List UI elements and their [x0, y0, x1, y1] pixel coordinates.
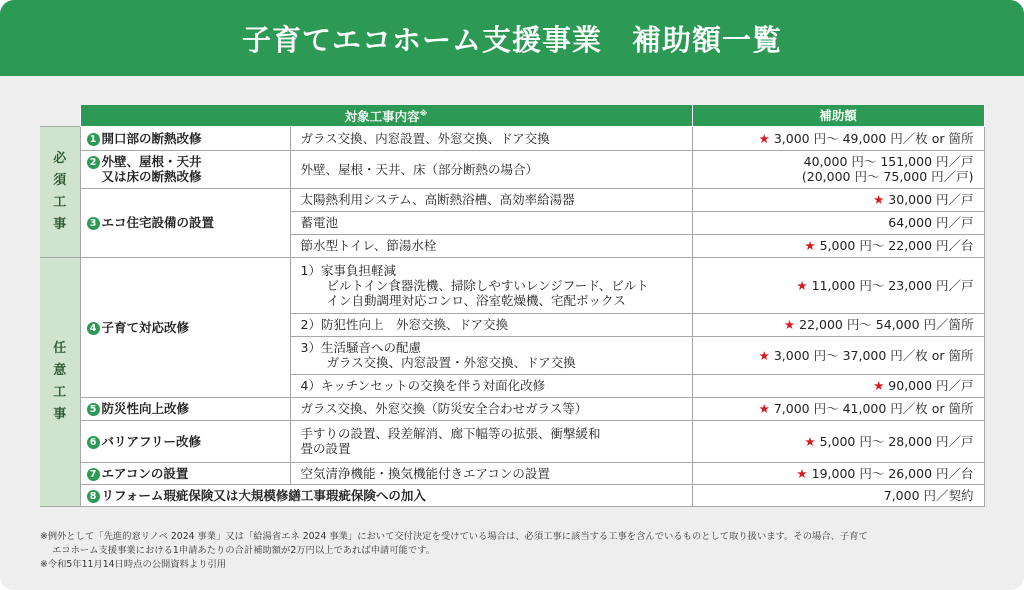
number-badge: 6: [87, 436, 100, 449]
number-badge: 3: [87, 217, 100, 230]
amount-cell: ★ 3,000 円〜 37,000 円／枚 or 箇所: [692, 336, 984, 374]
star-icon: ★: [804, 433, 816, 449]
content-cell: 外壁、屋根・天井、床（部分断熱の場合）: [290, 150, 692, 188]
amount-cell: 40,000 円〜 151,000 円／戸 (20,000 円〜 75,000 円／戸): [692, 150, 984, 188]
content-cell: 空気清浄機能・換気機能付きエアコンの設置: [290, 462, 692, 484]
header-row: [40, 105, 984, 126]
content-cell: 2）防犯性向上 外窓交換、ドア交換: [290, 313, 692, 336]
amount-cell: 7,000 円／契約: [692, 484, 984, 506]
category-cell: 5 防災性向上改修: [80, 397, 290, 420]
table-row: [40, 188, 984, 211]
table-row: [40, 397, 984, 420]
star-icon: ★: [783, 317, 796, 332]
category-cell: 3 エコ住宅設備の設置: [80, 188, 290, 257]
amount-cell: ★ 7,000 円〜 41,000 円／枚 or 箇所: [692, 397, 984, 420]
number-badge: 5: [87, 403, 100, 416]
category-cell: 8 リフォーム瑕疵保険又は大規模修繕工事瑕疵保険への加入: [80, 484, 692, 506]
star-icon: ★: [873, 192, 885, 207]
table-row: [40, 257, 984, 313]
category-cell: 1 開口部の断熱改修: [80, 126, 290, 150]
amount-cell: 64,000 円／戸: [692, 211, 984, 234]
number-badge: 2: [87, 156, 100, 169]
amount-cell: ★ 11,000 円〜 23,000 円／戸: [692, 257, 984, 313]
amount-cell: ★ 5,000 円〜 28,000 円／戸: [692, 420, 984, 462]
subsidy-table: [40, 105, 985, 507]
content-cell: 節水型トイレ、節湯水栓: [290, 234, 692, 257]
amount-cell: ★ 90,000 円／戸: [692, 374, 984, 397]
footnotes: [40, 530, 990, 572]
category-cell: 2 外壁、屋根・天井 又は床の断熱改修: [80, 150, 290, 188]
table-row: [40, 420, 984, 462]
title-banner: [0, 0, 1024, 76]
table-row: [40, 462, 984, 484]
star-icon: ★: [758, 347, 770, 363]
content-cell: 1）家事負担軽減 ビルトイン食器洗機、掃除しやすいレンジフード、ビルト イン自動調理対応コンロ、浴室乾燥機、宅配ボックス: [290, 257, 692, 313]
star-icon: ★: [796, 465, 808, 481]
number-badge: 1: [87, 133, 100, 146]
content-cell: ガラス交換、外窓交換（防災安全合わせガラス等）: [290, 397, 692, 420]
category-cell: 4 子育て対応改修: [80, 257, 290, 397]
star-icon: ★: [796, 277, 808, 293]
number-badge: 8: [87, 490, 100, 503]
category-cell: 7 エアコンの設置: [80, 462, 290, 484]
section-required: 必 須 工 事: [40, 126, 80, 257]
header-content: 対象工事内容※: [80, 105, 692, 126]
content-cell: ガラス交換、内窓設置、外窓交換、ドア交換: [290, 126, 692, 150]
category-cell: 6 バリアフリー改修: [80, 420, 290, 462]
amount-cell: ★ 5,000 円〜 22,000 円／台: [692, 234, 984, 257]
page-title: 子育てエコホーム支援事業 補助額一覧: [241, 22, 782, 57]
star-icon: ★: [758, 401, 770, 416]
content-cell: 太陽熱利用システム、高断熱浴槽、高効率給湯器: [290, 188, 692, 211]
content-cell: 4）キッチンセットの交換を伴う対面化改修: [290, 374, 692, 397]
star-icon: ★: [873, 378, 885, 393]
content-cell: 3）生活騒音への配慮 ガラス交換、内窓設置・外窓交換、ドア交換: [290, 336, 692, 374]
amount-cell: ★ 3,000 円〜 49,000 円／枚 or 箇所: [692, 126, 984, 150]
amount-cell: ★ 19,000 円〜 26,000 円／台: [692, 462, 984, 484]
table-row: [40, 484, 984, 506]
section-optional: 任 意 工 事: [40, 257, 80, 506]
table-row: [40, 126, 984, 150]
content-cell: 蓄電池: [290, 211, 692, 234]
amount-cell: ★ 30,000 円／戸: [692, 188, 984, 211]
subsidy-table-wrap: [40, 105, 984, 507]
footnote-1-line-1: ※例外として「先進的窓リノベ 2024 事業」又は「給湯省エネ 2024 事業」において交付決定を受けている場合は、必須工事に該当する工事を含んでいるものとして取り扱います。その場合、子育て: [40, 531, 868, 542]
footnote-2: ※令和5年11月14日時点の公開資料より引用: [40, 559, 227, 570]
footnote-1-line-2: エコホーム支援事業における1申請あたりの合計補助額が2万円以上であれば申請可能です。: [52, 545, 435, 556]
amount-cell: ★ 22,000 円〜 54,000 円／箇所: [692, 313, 984, 336]
header-amount: 補助額: [692, 105, 984, 126]
star-icon: ★: [804, 238, 816, 253]
table-row: [40, 150, 984, 188]
number-badge: 7: [87, 468, 100, 481]
content-cell: 手すりの設置、段差解消、廊下幅等の拡張、衝撃緩和 畳の設置: [290, 420, 692, 462]
number-badge: 4: [87, 322, 100, 335]
star-icon: ★: [758, 130, 770, 146]
